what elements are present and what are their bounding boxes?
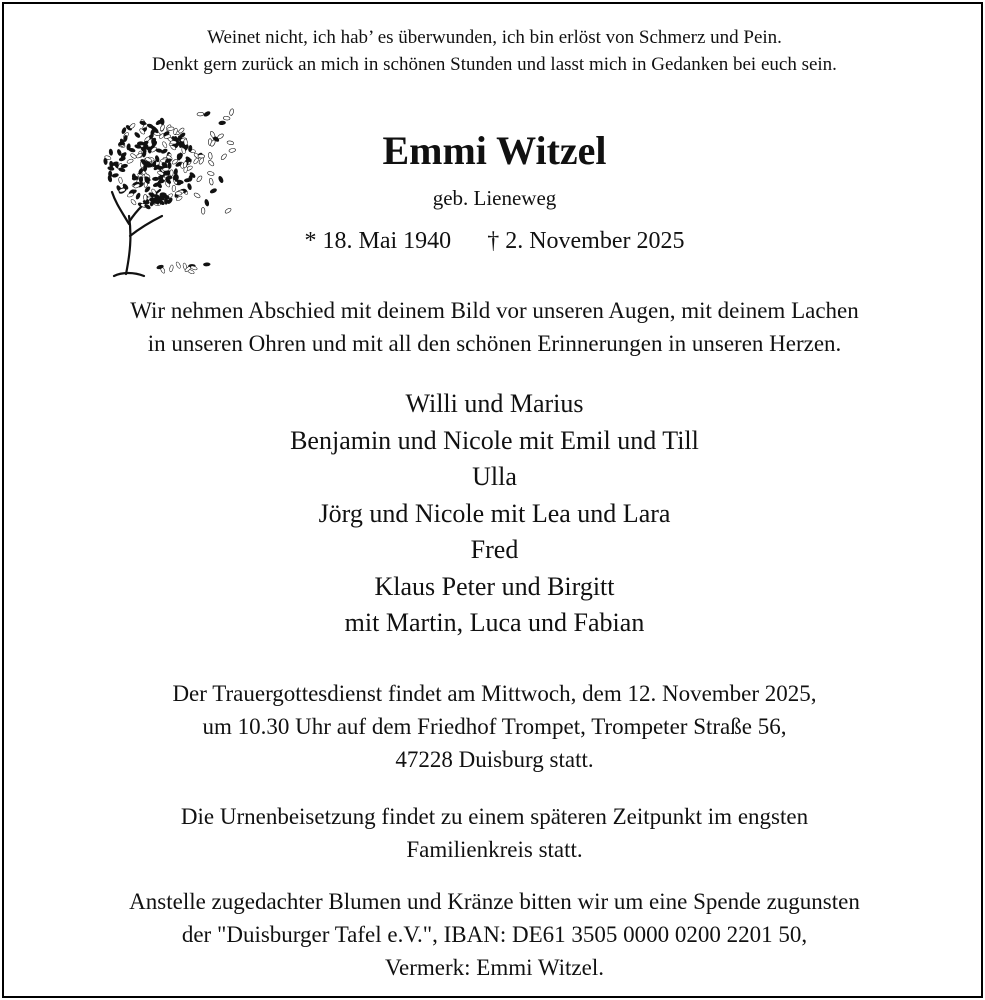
mourners-list xyxy=(4,386,985,642)
donation-line: Anstelle zugedachter Blumen und Kränze bitten wir um eine Spende zugunsten xyxy=(129,889,860,914)
urn-notice xyxy=(4,800,985,866)
poem-line: Denkt gern zurück an mich in schönen Stunden und lasst mich in Gedanken bei euch sein. xyxy=(152,54,837,75)
service-notice xyxy=(4,677,985,776)
mourner-line: Benjamin und Nicole mit Emil und Till xyxy=(290,425,699,455)
service-line: um 10.30 Uhr auf dem Friedhof Trompet, Trompeter Straße 56, xyxy=(202,714,787,739)
life-dates xyxy=(4,226,985,256)
birth-date: * 18. Mai 1940 xyxy=(304,228,452,254)
mourner-line: mit Martin, Luca und Fabian xyxy=(344,608,645,637)
farewell-text xyxy=(4,294,985,360)
urn-line: Die Urnenbeisetzung findet zu einem späteren Zeitpunkt im engsten xyxy=(180,804,809,829)
poem xyxy=(4,24,985,78)
birth-name: geb. Lieneweg xyxy=(432,186,557,210)
service-line: 47228 Duisburg statt. xyxy=(395,747,594,772)
death-date: † 2. November 2025 xyxy=(487,228,685,254)
mourner-line: Klaus Peter und Birgitt xyxy=(374,571,615,601)
mourner-line: Fred xyxy=(470,535,519,564)
donation-line: der "Duisburger Tafel e.V.", IBAN: DE61 3505 0000 0200 2201 50, xyxy=(181,922,808,947)
urn-line: Familienkreis statt. xyxy=(406,837,583,862)
obituary-frame xyxy=(2,2,983,998)
donation-notice xyxy=(4,885,985,984)
donation-line: Vermerk: Emmi Witzel. xyxy=(384,955,604,980)
mourner-line: Willi und Marius xyxy=(405,389,584,418)
deceased-name: Emmi Witzel xyxy=(382,128,607,173)
farewell-line: Wir nehmen Abschied mit deinem Bild vor unseren Augen, mit deinem Lachen xyxy=(130,298,859,323)
farewell-line: in unseren Ohren und mit all den schönen Erinnerungen in unseren Herzen. xyxy=(147,331,842,356)
mourner-line: Jörg und Nicole mit Lea und Lara xyxy=(318,498,671,528)
mourner-line: Ulla xyxy=(472,462,517,491)
service-line: Der Trauergottesdienst findet am Mittwoch, dem 12. November 2025, xyxy=(172,681,817,706)
poem-line: Weinet nicht, ich hab’ es überwunden, ich bin erlöst von Schmerz und Pein. xyxy=(207,27,782,48)
